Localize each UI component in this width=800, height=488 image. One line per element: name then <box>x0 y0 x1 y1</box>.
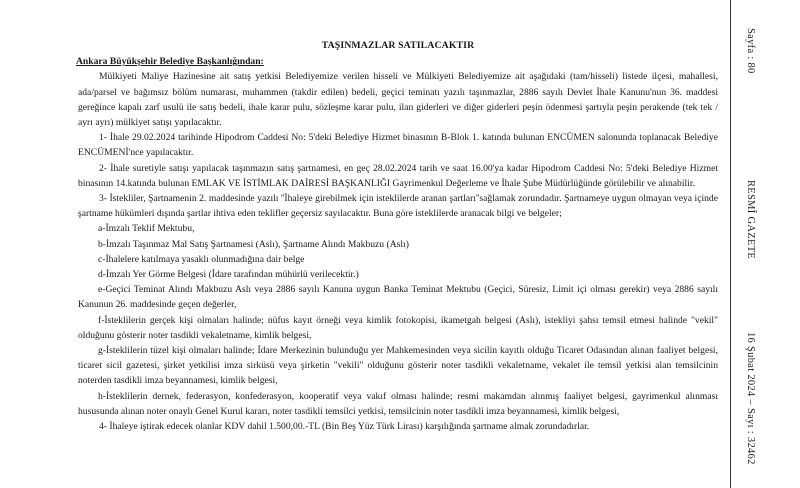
required-document-e: e-Geçici Teminat Alındı Makbuzu Aslı veya 2886 sayılı Kanuna uygun Banka Teminat Mektubu (Geçici, Süresiz, Limit içi olması gerekir) veya 2886 sayılı Kanunun 26. maddesinde geçen değerler, <box>78 284 718 311</box>
clause-2: 2- İhale suretiyle satışı yapılacak taşınmazın satış şartnamesi, en geç 28.02.2024 tarih ve saat 16.00'ya kadar Hipodrom Caddesi No: 5'deki Belediye Hizmet binasının 14.katında bulunan EMLAK VE İSTİMLAK DAİRESİ BAŞKANLIĞI Gayrimenkul Değerleme ve İhale Şube Müdürlüğünde görülebilir ve alınabilir. <box>78 162 718 189</box>
intro-paragraph: Mülkiyeti Maliye Hazinesine ait satış yetkisi Belediyemize verilen hisseli ve Mülkiyeti Belediyemize ait aşağıdaki (tam/hisseli) listede ilçesi, mahallesi, ada/parsel ve bağımsız bölüm numarası, muhammen (takdir edilen) bedeli, geçici teminatı yazılı taşınmazlar, 2886 sayılı Devlet İhale Kanunu'nun 36. maddesi gereğince kapalı zarf usulü ile satış bedeli, ihale karar pulu, sözleşme karar pulu, ilan giderleri ve diğer giderleri peşin ödenmesi şartıyla peşin perakende (tek tek / ayrı ayrı) mülkiyet satışı yapılacaktır. <box>78 71 718 129</box>
page-number: Sayfa : 80 <box>745 28 756 74</box>
required-document-c: c-İhalelere katılmaya yasaklı olunmadığına dair belge <box>98 253 305 265</box>
announcement-body <box>78 38 718 434</box>
margin-divider <box>730 0 731 488</box>
clause-3: 3- İstekliler, Şartnamenin 2. maddesinde yazılı ''İhaleye girebilmek için isteklilerde aranan şartları''sağlamak zorundadır. Şartnameye uygun olmayan veya içinde şartname hükümleri dışında şartlar ihtiva eden teklifler geçersiz sayılacaktır. Buna göre isteklilerde aranacak bilgi ve belgeler; <box>78 193 718 220</box>
required-document-b: b-İmzalı Taşınmaz Mal Satış Şartnamesi (Aslı), Şartname Alındı Makbuzu (Aslı) <box>98 238 409 250</box>
required-document-d: d-İmzalı Yer Görme Belgesi (İdare tarafından mühürlü verilecektir.) <box>98 269 359 281</box>
gazette-name: RESMÎ GAZETE <box>745 180 756 260</box>
issue-date-number: 16 Şubat 2024 – Sayı : 32462 <box>745 332 756 465</box>
announcement-title: TAŞINMAZLAR SATILACAKTIR <box>321 40 475 51</box>
required-document-h: h-İsteklilerin dernek, federasyon, konfederasyon, kooperatif veya vakıf olması halinde; resmi makamdan alınmış faaliyet belgesi, gayrimenkul alınması hususunda alınan noter onaylı Genel Kurul kararı, noter tasdikli temsilci yetkisi, temsilcinin noter tasdikli imza beyannamesi, kimlik belgesi, <box>78 390 718 417</box>
required-document-a: a-İmzalı Teklif Mektubu, <box>98 223 195 235</box>
issuing-authority: Ankara Büyükşehir Belediye Başkanlığından: <box>76 56 264 68</box>
required-document-g: g-İsteklilerin tüzel kişi olmaları halinde; İdare Merkezinin bulunduğu yer Mahkemesinden veya sicilin kayıtlı olduğu Ticaret Odasından alınan faaliyet belgesi, ticaret sicil gazetesi, şirket yetkilisi imza sirküsü veya şirketin "vekili" olduğunu gösterir noter tasdikli vekaletname, vekalet ile temsil yetkisi alan temsilcinin noterden tasdikli imza beyannamesi, kimlik belgesi, <box>78 345 718 387</box>
clause-4: 4- İhaleye iştirak edecek olanlar KDV dahil 1.500,00.-TL (Bin Beş Yüz Türk Lirası) karşılığında şartname almak zorundadırlar. <box>99 421 590 433</box>
clause-1: 1- İhale 29.02.2024 tarihinde Hipodrom Caddesi No: 5'deki Belediye Hizmet binasının B-Blok 1. katında bulunan ENCÜMEN salonunda toplanacak Belediye ENCÜMENİ'nce yapılacaktır. <box>78 132 718 159</box>
required-document-f: f-İsteklilerin gerçek kişi olmaları halinde; nüfus kayıt örneği veya kimlik fotokopisi, ikametgah belgesi (Aslı), istekliyi şahsı temsil etmesi halinde "vekil" olduğunu gösterir noter tasdikli vekaletname, kimlik belgesi, <box>78 314 718 341</box>
